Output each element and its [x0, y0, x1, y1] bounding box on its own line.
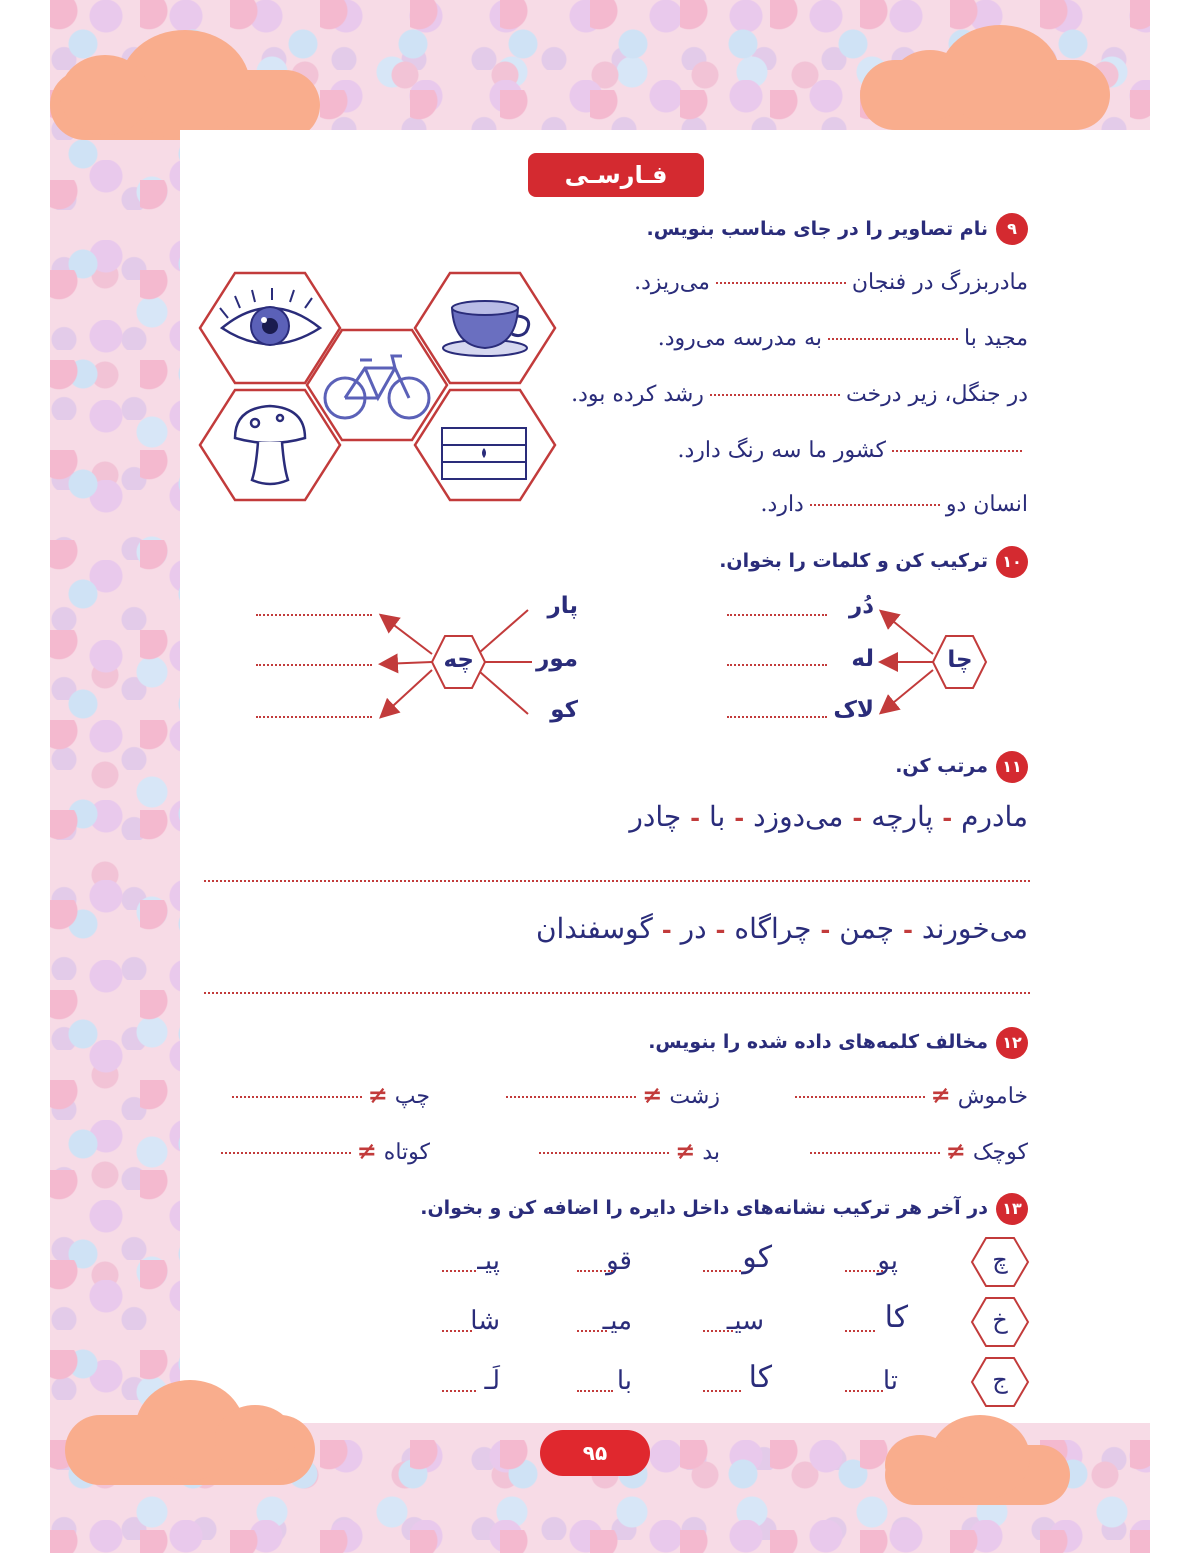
subject-title: فـارسـی: [528, 153, 704, 197]
not-equal-icon: ≠: [945, 1136, 966, 1165]
q9-sentence-2: [658, 326, 1028, 351]
question-10-number: ۱۰: [996, 546, 1028, 578]
q9-sentence-3: [571, 382, 1028, 407]
q13-row2-part-2: سیـ: [726, 1306, 764, 1336]
q11-row1-sep-4: -: [690, 803, 701, 832]
q11-row2-sep-2: -: [820, 915, 831, 944]
q10-right-word-3: لاک: [833, 697, 874, 723]
cloud-decoration-bottom-right: [885, 1445, 1070, 1505]
tea-cup-icon: [443, 301, 529, 356]
q13-row2-blank-4[interactable]: [442, 1330, 472, 1332]
q11-row1-word-3: می‌دوزد: [753, 800, 844, 833]
q9-sentence-5-before: انسان دو: [945, 492, 1028, 517]
q13-row1-part-3: قو: [606, 1246, 632, 1276]
q13-row1-blank-2[interactable]: [703, 1270, 741, 1272]
q12-pair-khamoosh: [789, 1080, 1028, 1109]
q9-sentence-1-after: می‌ریزد.: [634, 270, 710, 295]
q10-right-center: چا: [947, 647, 973, 673]
q9-answer-blank-1[interactable]: [716, 282, 846, 284]
q10-left-blank-3[interactable]: [256, 716, 372, 718]
q13-row3-part-1: تا: [882, 1366, 898, 1396]
q11-row1-word-5: چادر: [629, 800, 682, 833]
q10-left-blank-1[interactable]: [256, 614, 372, 616]
q11-answer-line-1[interactable]: [204, 880, 1030, 882]
q12-blank-2[interactable]: [506, 1096, 636, 1098]
q13-row1-blank-3[interactable]: [577, 1270, 613, 1272]
question-11-number: ۱۱: [996, 751, 1028, 783]
mushroom-icon: [235, 406, 305, 484]
q11-row1-sep-3: -: [734, 803, 745, 832]
q9-answer-blank-3[interactable]: [710, 394, 840, 396]
not-equal-icon: ≠: [356, 1136, 377, 1165]
q13-row3-part-3: با: [616, 1366, 632, 1396]
q10-left-word-3: کو: [550, 697, 578, 723]
q13-row3-blank-4[interactable]: [442, 1390, 476, 1392]
q12-blank-6[interactable]: [221, 1152, 351, 1154]
q11-answer-line-2[interactable]: [204, 992, 1030, 994]
q11-row2-word-3: چراگاه: [734, 912, 812, 945]
q10-right-blank-3[interactable]: [727, 716, 827, 718]
question-9-number: ۹: [996, 213, 1028, 245]
q10-left-blank-2[interactable]: [256, 664, 372, 666]
q12-pair-bad: [533, 1136, 720, 1165]
q13-row1-part-1: پو: [877, 1246, 898, 1276]
q9-sentence-3-before: در جنگل، زیر درخت: [845, 382, 1028, 407]
q11-row2-sep-4: -: [661, 915, 672, 944]
q10-left-word-1: پار: [547, 593, 578, 619]
q11-row1-word-1: مادرم: [961, 800, 1028, 833]
q11-row2-word-1: می‌خورند: [921, 912, 1028, 945]
q13-row3-blank-1[interactable]: [845, 1390, 883, 1392]
q12-blank-3[interactable]: [232, 1096, 362, 1098]
q12-word-6: کوتاه: [383, 1140, 430, 1165]
q13-row1-blank-4[interactable]: [442, 1270, 476, 1272]
question-11-instruction: مرتب کن.: [895, 755, 988, 777]
question-13-instruction: در آخر هر ترکیب نشانه‌های داخل دایره را اضافه کن و بخوان.: [420, 1197, 988, 1219]
q10-right-blank-1[interactable]: [727, 614, 827, 616]
cloud-decoration-top-right: [860, 60, 1110, 130]
q10-combination-diagram: [240, 590, 1000, 730]
q13-row1-part-4: پیـ: [477, 1246, 500, 1276]
question-9-instruction: نام تصاویر را در جای مناسب بنویس.: [646, 218, 988, 240]
q12-pair-zesht: [500, 1080, 720, 1109]
not-equal-icon: ≠: [675, 1136, 696, 1165]
q9-sentence-5: [761, 492, 1028, 517]
q13-row2-blank-3[interactable]: [577, 1330, 607, 1332]
q9-sentence-2-before: مجید با: [964, 326, 1028, 351]
q10-right-word-2: له: [851, 646, 874, 672]
q9-sentence-1: [634, 270, 1028, 295]
q13-row2-part-4: شا: [470, 1306, 500, 1336]
q12-word-2: زشت: [669, 1084, 720, 1109]
q10-right-blank-2[interactable]: [727, 664, 827, 666]
q9-answer-blank-4[interactable]: [892, 450, 1022, 452]
eye-icon: [220, 288, 320, 345]
q11-row2-word-2: چمن: [839, 912, 895, 945]
q12-word-5: بد: [702, 1140, 720, 1165]
iran-flag-icon: [442, 428, 526, 479]
q13-row3-blank-3[interactable]: [577, 1390, 613, 1392]
question-12-number: ۱۲: [996, 1027, 1028, 1059]
q9-sentence-2-after: به مدرسه می‌رود.: [657, 326, 822, 351]
q9-sentence-4-after: کشور ما سه رنگ دارد.: [677, 438, 886, 463]
q12-pair-chap: [226, 1080, 430, 1109]
q10-left-word-2: مور: [536, 646, 578, 672]
q13-letter-3: ج: [992, 1366, 1008, 1394]
q13-row3-part-2: کا: [748, 1360, 772, 1395]
not-equal-icon: ≠: [642, 1080, 663, 1109]
q12-word-4: کوچک: [972, 1140, 1028, 1165]
not-equal-icon: ≠: [930, 1080, 951, 1109]
page-number: ۹۵: [540, 1430, 650, 1476]
q11-scrambled-row-1: [629, 800, 1028, 833]
question-13-number: ۱۳: [996, 1193, 1028, 1225]
q12-word-1: خاموش: [957, 1084, 1028, 1109]
q11-row2-sep-1: -: [903, 915, 913, 944]
q13-letter-1: چ: [992, 1246, 1008, 1274]
q11-row2-word-5: گوسفندان: [535, 912, 653, 945]
q11-scrambled-row-2: [536, 912, 1028, 945]
question-10-instruction: ترکیب کن و کلمات را بخوان.: [719, 550, 988, 572]
q12-pair-koochak: [804, 1136, 1028, 1165]
bicycle-icon: [325, 356, 429, 418]
q12-word-3: چپ: [394, 1084, 430, 1109]
q11-row2-word-4: در: [680, 912, 707, 945]
q11-row1-word-4: با: [708, 800, 726, 833]
q9-sentence-4: [677, 438, 1028, 463]
q13-letter-2: خ: [992, 1306, 1008, 1334]
q12-blank-1[interactable]: [795, 1096, 925, 1098]
question-12-instruction: مخالف کلمه‌های داده شده را بنویس.: [648, 1031, 988, 1053]
q13-row1-part-2: کو: [742, 1240, 772, 1275]
q13-row2-part-3: میـ: [602, 1306, 632, 1336]
q10-left-center: چه: [443, 647, 474, 673]
q9-sentence-3-after: رشد کرده بود.: [571, 382, 704, 407]
q9-answer-blank-2[interactable]: [828, 338, 958, 340]
q9-sentence-1-before: مادربزرگ در فنجان: [851, 270, 1028, 295]
q9-picture-hexagons: [200, 268, 560, 508]
q13-row1-blank-1[interactable]: [845, 1270, 883, 1272]
q11-row2-sep-3: -: [715, 915, 726, 944]
q12-blank-4[interactable]: [810, 1152, 940, 1154]
q13-row3-blank-2[interactable]: [703, 1390, 741, 1392]
q13-row2-blank-2[interactable]: [703, 1330, 733, 1332]
q13-row2-blank-1[interactable]: [845, 1330, 875, 1332]
q13-row3-part-4: لَـ: [484, 1366, 500, 1396]
q9-sentence-5-after: دارد.: [760, 492, 804, 517]
cloud-decoration-bottom-left: [65, 1415, 315, 1485]
q10-right-word-1: دُر: [848, 593, 874, 619]
q11-row1-sep-1: -: [942, 803, 953, 832]
q11-row1-word-2: پارچه: [871, 800, 934, 833]
q12-blank-5[interactable]: [539, 1152, 669, 1154]
q9-answer-blank-5[interactable]: [810, 504, 940, 506]
q13-row2-part-1: کا: [884, 1300, 908, 1335]
q11-row1-sep-2: -: [852, 803, 863, 832]
not-equal-icon: ≠: [367, 1080, 388, 1109]
q12-pair-kootah: [215, 1136, 430, 1165]
